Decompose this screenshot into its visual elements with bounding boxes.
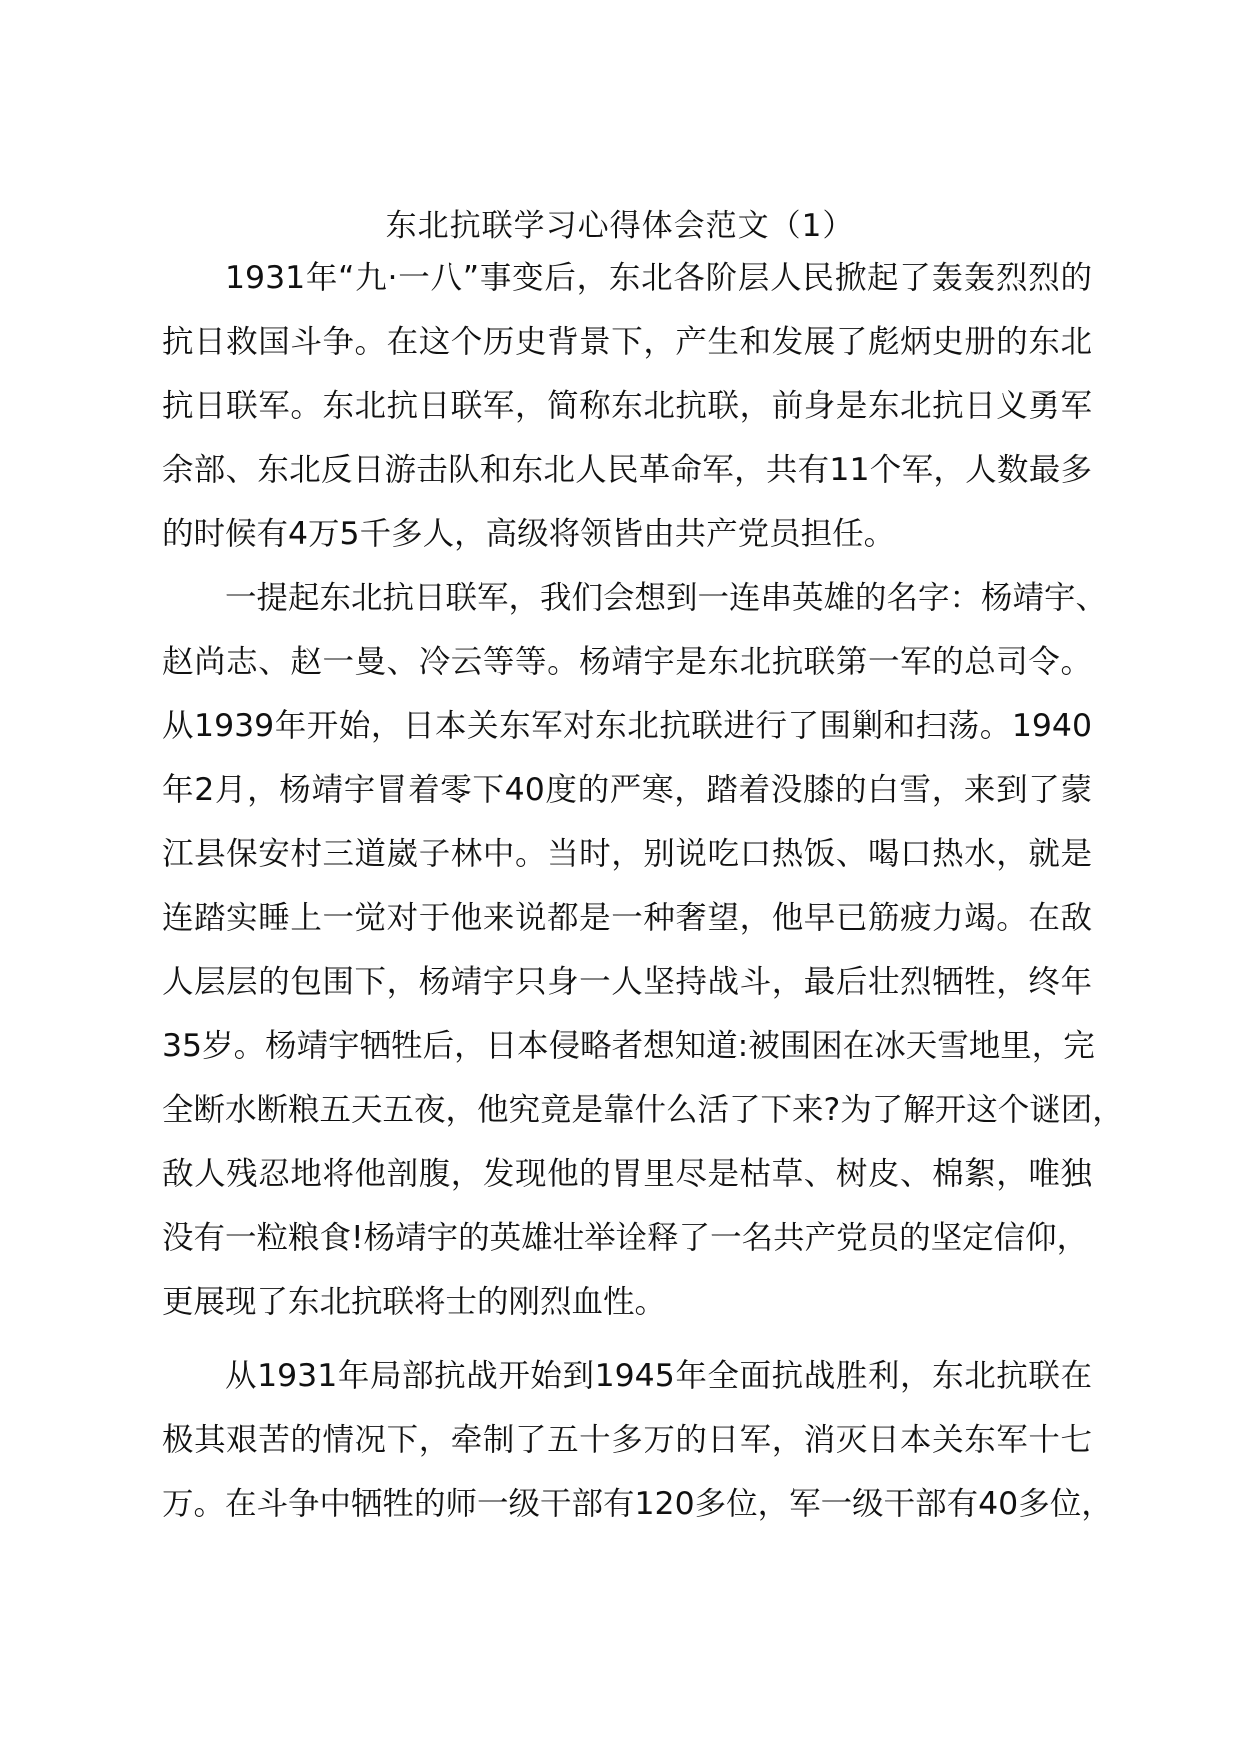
paragraph-line: 余部、东北反日游击队和东北人民革命军，共有11个军，人数最多: [162, 452, 1092, 488]
paragraph-line: 极其艰苦的情况下，牵制了五十多万的日军，消灭日本关东军十七: [162, 1422, 1092, 1458]
paragraph-line: 敌人残忍地将他剖腹，发现他的胃里尽是枯草、树皮、棉絮，唯独: [162, 1156, 1092, 1192]
paragraph-line: 赵尚志、赵一曼、冷云等等。杨靖宇是东北抗联第一军的总司令。: [162, 644, 1092, 680]
paragraph-1: [162, 246, 1092, 566]
paragraph-line: 35岁。杨靖宇牺牲后，日本侵略者想知道:被围困在冰天雪地里，完: [162, 1028, 1095, 1064]
paragraph-line: 连踏实睡上一觉对于他来说都是一种奢望，他早已筋疲力竭。在敌: [162, 900, 1092, 936]
paragraph-line: 江县保安村三道崴子林中。当时，别说吃口热饭、喝口热水，就是: [162, 836, 1092, 872]
paragraph-line: 没有一粒粮食!杨靖宇的英雄壮举诠释了一名共产党员的坚定信仰，: [162, 1220, 1089, 1256]
paragraph-line: 抗日救国斗争。在这个历史背景下，产生和发展了彪炳史册的东北: [162, 324, 1092, 360]
paragraph-line: 从1931年局部抗战开始到1945年全面抗战胜利，东北抗联在: [225, 1358, 1092, 1394]
paragraph-line: 一提起东北抗日联军，我们会想到一连串英雄的名字：杨靖宇、: [225, 580, 1108, 616]
paragraph-line: 全断水断粮五天五夜，他究竟是靠什么活了下来?为了解开这个谜团，: [162, 1092, 1124, 1128]
paragraph-3: [162, 1344, 1113, 1536]
paragraph-line: 万。在斗争中牺牲的师一级干部有120多位，军一级干部有40多位，: [162, 1486, 1113, 1522]
paragraph-line: 的时候有4万5千多人，高级将领皆由共产党员担任。: [162, 516, 896, 552]
paragraph-2: [162, 566, 1124, 1334]
paragraph-line: 更展现了东北抗联将士的刚烈血性。: [162, 1284, 667, 1320]
paragraph-line: 人层层的包围下，杨靖宇只身一人坚持战斗，最后壮烈牺牲，终年: [162, 964, 1092, 1000]
paragraph-line: 从1939年开始，日本关东军对东北抗联进行了围剿和扫荡。1940: [162, 708, 1092, 744]
document-title: 东北抗联学习心得体会范文（1）: [385, 208, 855, 244]
paragraph-line: 抗日联军。东北抗日联军，简称东北抗联，前身是东北抗日义勇军: [162, 388, 1092, 424]
paragraph-line: 1931年“九·一八”事变后，东北各阶层人民掀起了轰轰烈烈的: [225, 260, 1092, 296]
paragraph-line: 年2月，杨靖宇冒着零下40度的严寒，踏着没膝的白雪，来到了蒙: [162, 772, 1092, 808]
